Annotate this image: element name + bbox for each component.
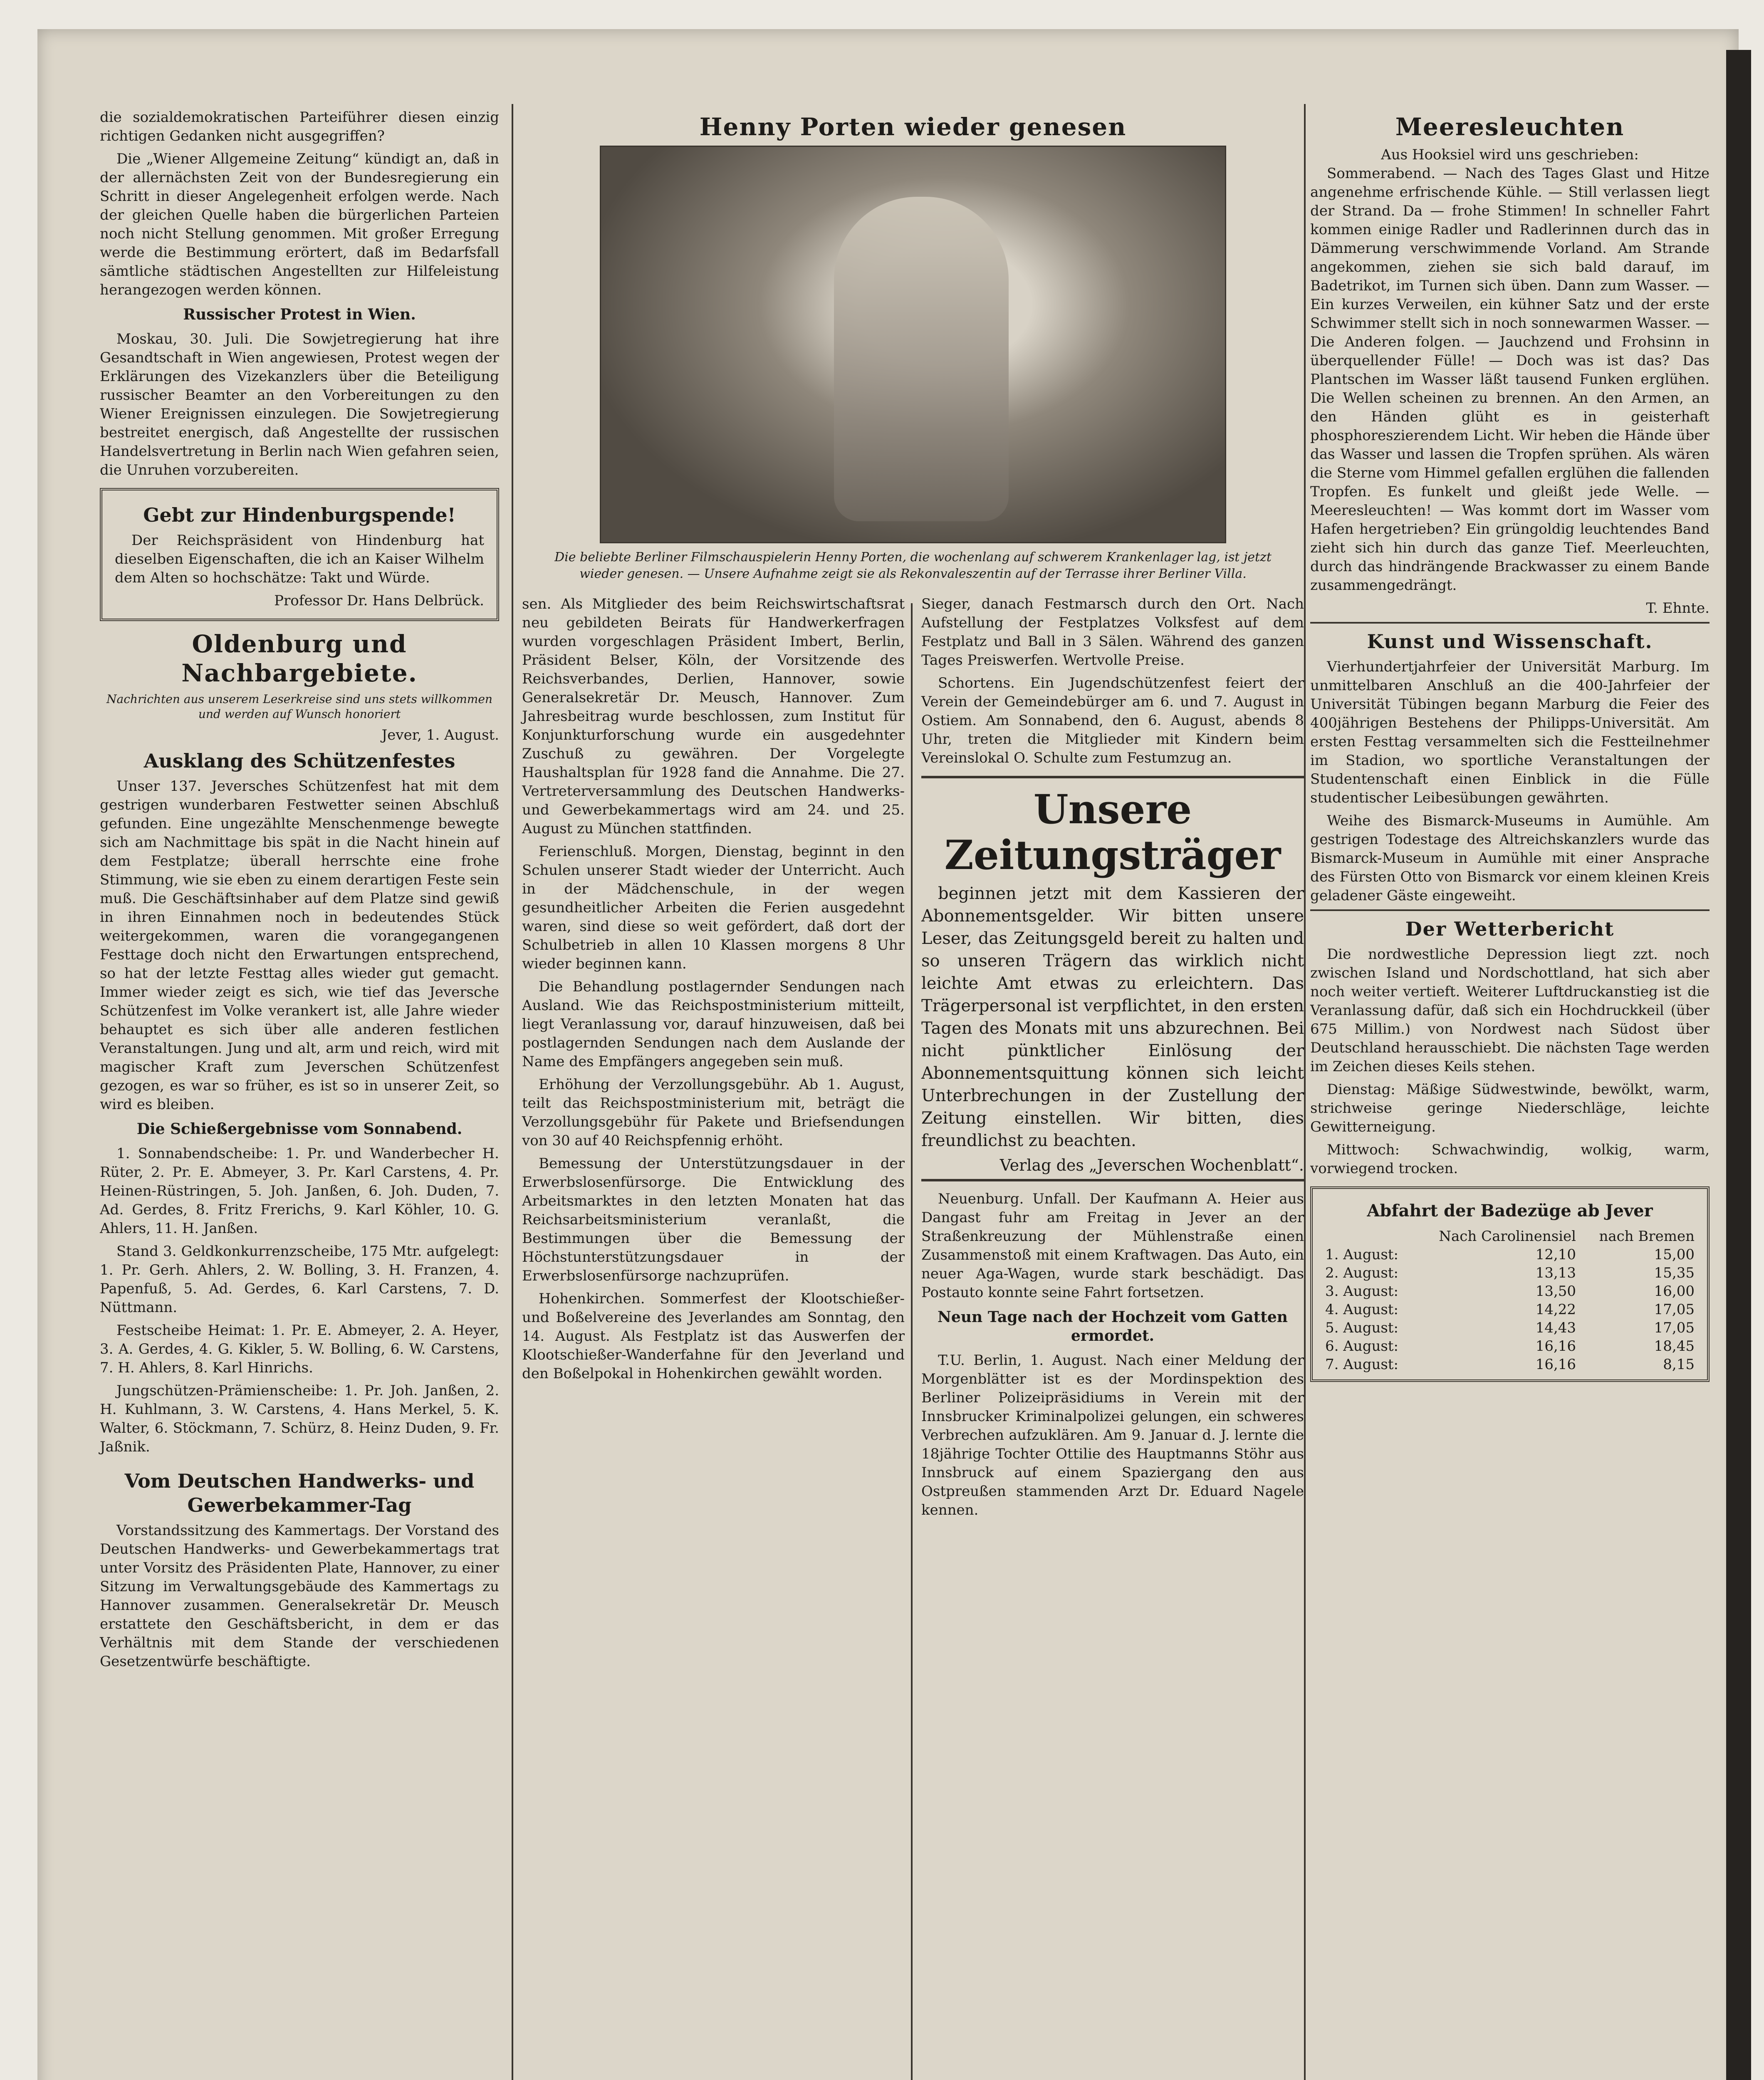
table-cell: 13,50 <box>1535 1283 1576 1300</box>
paragraph: sen. Als Mitglieder des beim Reichswirtschaftsrat neu gebildeten Beirats für Handwerkerfragen wurden vorgeschlagen Präsident Imbert, Berlin, Präsident Belser, Köln, der Vorsitzende des Reichsverbandes, Derlien, Hannover, sowie Generalsekretär Dr. Meusch, Hannover. Zum Jahresbeitrag wurde beschlossen, zum Institut für Konjunkturforschung wurde ein ausgedehnter Zuschuß zu gewähren. Der Vorgelegte Haushaltsplan für 1928 fand die Annahme. Die 27. Vertreterversammlung des Deutschen Handwerks- und Gewerbekammertags wird am 24. und 25. August zu München stattfinden. <box>522 596 905 837</box>
table-cell: 16,16 <box>1535 1338 1576 1354</box>
table-row <box>1321 1319 1699 1337</box>
paragraph: Hohenkirchen. Sommerfest der Klootschießer- und Boßelvereine des Jeverlandes am Sonntag, den 14. August. Als Festplatz ist das Auswerfen der Klootschießer-Wanderfahne für den Jeverland und den Boßelpokal in Hohenkirchen gewählt worden. <box>522 1290 905 1382</box>
table-cell: 12,10 <box>1535 1246 1576 1263</box>
article-heading: Meeresleuchten <box>1395 113 1625 141</box>
dateline: Jever, 1. August. <box>381 727 499 743</box>
intro-line: Aus Hooksiel wird uns geschrieben: <box>1381 146 1639 163</box>
table-cell: 5. August: <box>1325 1320 1398 1336</box>
paragraph: Weihe des Bismarck-Museums in Aumühle. Am gestrigen Todestage des Altreichskanzlers wurde das Bismarck-Museum in Aumühle mit einer Ansprache des Fürsten Otto von Bismarck vor einem kleinen Kreis geladener Gäste eingeweiht. <box>1310 812 1710 904</box>
subcolumn-left <box>522 595 905 1524</box>
table-header-cell: nach Bremen <box>1599 1228 1695 1245</box>
column-3 <box>1310 108 1710 1390</box>
forecast-wednesday: Mittwoch: Schwachwindig, wolkig, warm, vorwiegend trocken. <box>1310 1142 1710 1177</box>
subheading: Russischer Protest in Wien. <box>183 306 416 323</box>
box-signature: Professor Dr. Hans Delbrück. <box>274 592 484 609</box>
column-1 <box>100 108 499 1675</box>
paragraph: Moskau, 30. Juli. Die Sowjetregierung hat ihre Gesandtschaft in Wien angewiesen, Protest wegen der Erklärungen des Vizekanzlers über die Beteiligung russischer Beamter an den Vorbereitungen zu den Wiener Ereignissen einzulegen. Die Sowjetregierung bestreitet energisch, daß Angestellte der russischen Handelsvertretung in Berlin nach Wien gefahren seien, die Unruhen vorzubereiten. <box>100 331 499 478</box>
paragraph: Jungschützen-Prämienscheibe: 1. Pr. Joh. Janßen, 2. H. Kuhlmann, 3. W. Carstens, 4. Hans Merkel, 5. K. Walter, 6. Stöckmann, 7. Schürz, 8. Heinz Duden, 9. Fr. Jaßnik. <box>100 1382 499 1455</box>
paragraph: Bemessung der Unterstützungsdauer in der Erwerbslosenfürsorge. Die Entwicklung des Arbeitsmarktes in den letzten Monaten hat das Reichsarbeitsministerium veranlaßt, die Bestimmungen über die Bemessung der Höchstunterstützungsdauer in der Erwerbslosenfürsorge nachzuprüfen. <box>522 1155 905 1284</box>
paragraph: Festscheibe Heimat: 1. Pr. E. Abmeyer, 2. A. Heyer, 3. A. Gerdes, 4. G. Kikler, 5. W. Bolling, 6. W. Carstens, 7. H. Ahlers, 8. Karl Hinrichs. <box>100 1322 499 1376</box>
table-row <box>1321 1264 1699 1282</box>
table-cell: 14,22 <box>1535 1301 1576 1318</box>
notice-box <box>921 776 1304 1181</box>
paragraph: Vierhundertjahrfeier der Universität Marburg. Im unmittelbaren Anschluß an die 400-Jahrfeier der Universität Tübingen begann Marburg die Feier des 400jährigen Bestehens der Philipps-Universität. Am ersten Festtag versammelten sich die Festteilnehmer im Stadion, wo sportliche Veranstaltungen der Studentenschaft einen Einblick in die Fülle studentischer Leibesübungen gewährten. <box>1310 659 1710 806</box>
column-2 <box>522 108 1304 1524</box>
table-cell: 16,00 <box>1654 1283 1695 1300</box>
paragraph: Die Behandlung postlagernder Sendungen nach Ausland. Wie das Reichspostministerium mitteilt, liegt Veranlassung vor, darauf hinzuweisen, daß bei postlagernden Sendungen nach dem Auslande der Name des Empfängers angegeben sein muß. <box>522 978 905 1070</box>
subheading: Die Schießergebnisse vom Sonnabend. <box>136 1120 463 1138</box>
paragraph: Unser 137. Jeversches Schützenfest hat mit dem gestrigen wunderbaren Festwetter seinen Abschluß gefunden. Eine ungezählte Menschenmenge bewegte sich am Nachmittage bis spät in die Nacht hinein auf dem Festplatze; überall herrschte eine frohe Stimmung, wie sie eben zu einem derartigen Feste sein muß. Die Geschäftsinhaber auf dem Platze sind gewiß in ihren Einnahmen noch in bedeutendes Stück weitergekommen, waren die vorangegangenen Festtage doch nicht den Erwartungen entsprechend, so hat der letzte Festtag alles wieder gut gemacht. Immer wieder zeigt es sich, wie tief das Jeversche Schützenfest im Volke verankert ist, alle Jahre wieder behauptet es sich über alle anderen festlichen Veranstaltungen. Jung und alt, arm und reich, wird mit magischer Kraft zum Jeverschen Schützenfest gezogen, es war so früher, es ist so in unserer Zeit, so wird es bleiben. <box>100 778 499 1113</box>
table-row <box>1321 1355 1699 1374</box>
paragraph: Stand 3. Geldkonkurrenzscheibe, 175 Mtr. aufgelegt: 1. Pr. Gerh. Ahlers, 2. W. Bolling, 3. H. Franzen, 4. Papenfuß, 5. Ad. Gerdes, 6. Karl Carstens, 7. D. Nüttmann. <box>100 1243 499 1316</box>
paragraph: T.U. Berlin, 1. August. Nach einer Meldung der Morgenblätter ist es der Mordinspektion des Berliner Polizeipräsidiums in Verein mit der Innsbrucker Kriminalpolizei gelungen, ein schweres Verbrechen aufzuklären. Am 9. Januar d. J. lernte die 18jährige Tochter Ottilie des Hauptmanns Stöhr aus Innsbruck auf einem Spaziergang den aus Ostpreußen stammenden Arzt Dr. Eduard Nagele kennen. <box>921 1352 1304 1518</box>
scan-edge <box>1726 50 1751 2080</box>
table-row <box>1321 1246 1699 1264</box>
table-cell: 13,13 <box>1535 1265 1576 1281</box>
paragraph: Neuenburg. Unfall. Der Kaufmann A. Heier aus Dangast fuhr am Freitag in Jever an der Straßenkreuzung der Mühlenstraße einen Zusammenstoß mit einem Kraftwagen. Das Auto, ein neuer Aga-Wagen, wurde stark beschädigt. Das Postauto konnte seine Fahrt fortsetzen. <box>921 1191 1304 1301</box>
paragraph: Ferienschluß. Morgen, Dienstag, beginnt in den Schulen unserer Stadt wieder der Unterricht. Auch in der Mädchenschule, in der wegen gesundheitlicher Arbeiten die Ferien ausgedehnt waren, sind diese so weit gefördert, daß dort der Schulbetrieb in allen 10 Klassen morgens 8 Uhr wieder beginnen kann. <box>522 843 905 972</box>
subheading: Neun Tage nach der Hochzeit vom Gatten ermordet. <box>938 1308 1288 1345</box>
table-header-row <box>1321 1227 1699 1246</box>
notice-heading: Unsere Zeitungsträger <box>944 786 1281 879</box>
box-text: Der Reichspräsident von Hindenburg hat dieselben Eigenschaften, die ich an Kaiser Wilhelm dem Alten so hochschätze: Takt und Würde. <box>115 532 484 586</box>
author-signature: T. Ehnte. <box>1646 600 1710 617</box>
box-title: Gebt zur Hindenburgspende! <box>143 504 456 526</box>
table-row <box>1321 1337 1699 1355</box>
table-row <box>1321 1282 1699 1300</box>
paragraph: Sieger, danach Festmarsch durch den Ort. Nach Aufstellung der Festplatzes Volksfest auf dem Festplatz und Ball in 3 Sälen. Während des ganzen Tages Preiswerfen. Wertvolle Preise. <box>921 596 1304 669</box>
hindenburg-box <box>100 488 499 621</box>
notice-signature: Verlag des „Jeverschen Wochenblatt“. <box>1000 1156 1304 1174</box>
table-cell: 14,43 <box>1535 1320 1576 1336</box>
table-cell: 6. August: <box>1325 1338 1398 1354</box>
paragraph: Schortens. Ein Jugendschützenfest feiert der Verein der Gemeindebürger am 6. und 7. August in Ostiem. Am Sonnabend, den 6. August, abends 8 Uhr, treten die Mitglieder mit Kindern beim Vereinslokal O. Schulte zum Festumzug an. <box>921 675 1304 766</box>
paragraph: 1. Sonnabendscheibe: 1. Pr. und Wanderbecher H. Rüter, 2. Pr. E. Abmeyer, 3. Pr. Karl Carstens, 4. Pr. Heinen-Rüstringen, 5. Joh. Janßen, 6. Joh. Duden, 7. Ad. Gerdes, 8. Fritz Frerichs, 9. Karl Köhler, 10. G. Ahlers, 11. H. Janßen. <box>100 1145 499 1237</box>
timetable-box <box>1310 1186 1710 1382</box>
table-cell: 18,45 <box>1654 1338 1695 1354</box>
subcolumn-right <box>921 595 1304 1524</box>
table-cell: 8,15 <box>1663 1356 1695 1373</box>
table-cell: 17,05 <box>1654 1320 1695 1336</box>
timetable <box>1321 1227 1699 1374</box>
paragraph: die sozialdemokratischen Parteiführer diesen einzig richtigen Gedanken nicht ausgegriffen? <box>100 109 499 144</box>
forecast-tuesday: Dienstag: Mäßige Südwestwinde, bewölkt, warm, strichweise geringe Niederschläge, leichte Gewitterneigung. <box>1310 1081 1710 1135</box>
table-cell: 7. August: <box>1325 1356 1398 1373</box>
section-note: Nachrichten aus unserem Leserkreise sind uns stets willkommen und werden auf Wunsch honoriert <box>106 692 492 721</box>
table-cell: 15,00 <box>1654 1246 1695 1263</box>
section-title: Oldenburg und Nachbargebiete. <box>181 630 418 687</box>
article-heading: Vom Deutschen Handwerks- und Gewerbekammer-Tag <box>124 1470 475 1516</box>
column-rule-1 <box>512 104 513 2080</box>
paragraph: Erhöhung der Verzollungsgebühr. Ab 1. August, teilt das Reichspostministerium mit, beträgt die Verzollungsgebühr für Pakete und Briefsendungen von 30 auf 40 Reichspfennig erhöht. <box>522 1076 905 1149</box>
portrait-figure <box>834 197 1009 521</box>
paragraph: Sommerabend. — Nach des Tages Glast und Hitze angenehme erfrischende Kühle. — Still verlassen liegt der Strand. Da — frohe Stimmen! In schneller Fahrt kommen einige Radler und Radlerinnen durch das in Dämmerung verschwimmende Vorland. Am Strande angekommen, ziehen sie sich bald darauf, im Badetrikot, im Turnen sich üben. Dann zum Wasser. — Ein kurzes Verweilen, ein kühner Satz und der erste Schwimmer stellt sich in noch sonnewarmen Wasser. — Die Anderen folgen. — Jauchzend und Frohsinn in überquellender Fülle! — Doch was ist das? Das Plantschen im Wasser läßt tausend Funken erglühen. Die Wellen scheinen zu brennen. An den Armen, an den Händen glüht es in geisterhaft phosphoreszierendem Licht. Wir heben die Hände über das Wasser und lassen die Tropfen sprühen. Als wären die Sterne vom Himmel gefallen erglühen die fallenden Tropfen. Es funkelt und gleißt jede Welle. — Meeresleuchten! — Was kommt dort im Wasser vom Hafen hergetrieben? Ein grüngoldig leuchtendes Band zieht sich hin durch das ganze Tief. Meerleuchten, durch das hindrängende Brackwasser zu einem Bande zusammengedrängt. <box>1310 165 1710 594</box>
section-heading: Kunst und Wissenschaft. <box>1310 622 1710 654</box>
table-row <box>1321 1300 1699 1319</box>
notice-text: beginnen jetzt mit dem Kassieren der Abonnementsgelder. Wir bitten unsere Leser, das Zeitungsgeld bereit zu halten und so unseren Trägern das wirklich nicht leichte Amt etwas zu erleichtern. Das Trägerpersonal ist verpflichtet, in den ersten Tagen des Monats mit uns abzurechnen. Bei nicht pünktlicher Einlösung der Abonnementsquittung können sich leicht Unterbrechungen in der Zustellung der Zeitung einstellen. Wir bitten, dies freundlichst zu beachten. <box>921 884 1304 1150</box>
paragraph: Die „Wiener Allgemeine Zeitung“ kündigt an, daß in der allernächsten Zeit von der Bundesregierung ein Schritt in dieser Angelegenheit erfolgen werde. Nach der gleichen Quelle haben die bürgerlichen Parteien noch nicht Stellung genommen. Mit großer Erregung werde die Bestimmung erörtert, daß im Bedarfsfall sämtliche städtischen Angestellten zur Hilfeleistung herangezogen werden können. <box>100 151 499 298</box>
article-heading: Henny Porten wieder genesen <box>699 113 1127 141</box>
paragraph: Die nordwestliche Depression liegt zzt. noch zwischen Island und Nordschottland, hat sich aber noch weiter vertieft. Weiterer Luftdruckanstieg ist die Veranlassung dafür, daß sich ein Hochdruckkeil (über 675 Millim.) von Nordwest nach Südost über Deutschland herausschiebt. Die nächsten Tage werden im Zeichen dieses Keils stehen. <box>1310 946 1710 1075</box>
section-heading: Der Wetterbericht <box>1310 909 1710 941</box>
table-cell: 2. August: <box>1325 1265 1398 1281</box>
table-cell: 4. August: <box>1325 1301 1398 1318</box>
portrait-photo <box>600 146 1226 543</box>
table-cell: 3. August: <box>1325 1283 1398 1300</box>
two-column-block <box>522 595 1304 1524</box>
paragraph: Vorstandssitzung des Kammertags. Der Vorstand des Deutschen Handwerks- und Gewerbekammertags trat unter Vorsitz des Präsidenten Plate, Hannover, zu einer Sitzung im Verwaltungsgebäude des Kammertags zu Hannover zusammen. Generalsekretär Dr. Meusch erstattete den Geschäftsbericht, in dem er das Verhältnis mit dem Stande der verschiedenen Gesetzentwürfe beschäftigte. <box>100 1522 499 1670</box>
table-cell: 15,35 <box>1654 1265 1695 1281</box>
table-cell: 1. August: <box>1325 1246 1398 1263</box>
timetable-title: Abfahrt der Badezüge ab Jever <box>1367 1201 1653 1221</box>
article-heading: Ausklang des Schützenfestes <box>143 750 455 772</box>
column-rule-2 <box>1304 104 1306 2080</box>
table-header-cell <box>1321 1227 1414 1246</box>
table-cell: 17,05 <box>1654 1301 1695 1318</box>
table-cell: 16,16 <box>1535 1356 1576 1373</box>
photo-caption: Die beliebte Berliner Filmschauspielerin Henny Porten, die wochenlang auf schwerem Krankenlager lag, ist jetzt wieder genesen. — Unsere Aufnahme zeigt sie als Rekonvaleszentin auf der Terrasse ihrer Berliner Villa. <box>554 550 1272 581</box>
table-header-cell: Nach Carolinensiel <box>1439 1228 1576 1245</box>
